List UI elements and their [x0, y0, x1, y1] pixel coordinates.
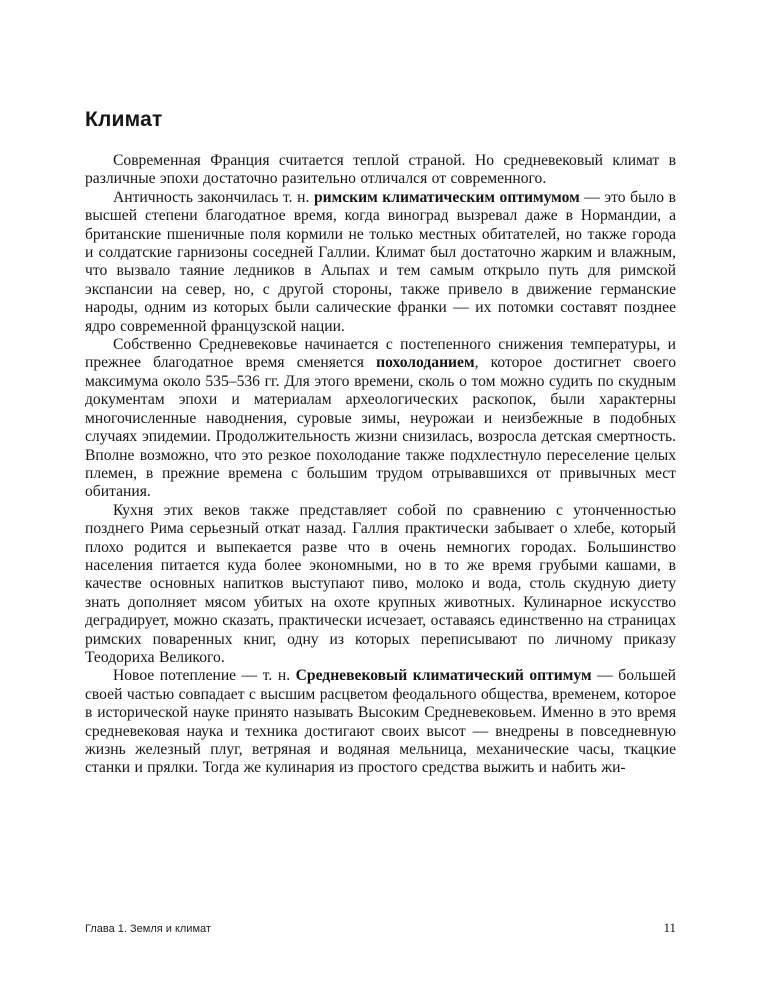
paragraph [85, 152, 676, 189]
text-run: Античность закончилась т. н. [113, 188, 314, 206]
paragraph [85, 667, 676, 777]
page-title: Климат [85, 108, 163, 131]
page-footer [85, 920, 676, 936]
text-run: Собственно Средневековье начинается с постепенного снижения температуры, и прежнее благодатное время сменяется [85, 336, 676, 372]
bold-term: Средневековый климатический оптимум [295, 667, 592, 685]
page-content [85, 108, 676, 778]
paragraph [85, 336, 676, 502]
text-run: — большей своей частью совпадает с высшим расцветом феодального общества, временем, которое в исторической науке принято называть Высоким Средневековьем. Именно в это время средневековая наука и техника достигают своих высот — внедрены в повседневную жизнь железный плуг, ветряная и водяная мельница, механические часы, ткацкие станки и прялки. Тогда же кулинария из простого средства выжить и набить жи- [85, 667, 676, 777]
paragraph [85, 502, 676, 668]
footer-chapter-label: Глава 1. Земля и климат [85, 923, 211, 935]
bold-term: похолоданием [376, 354, 475, 372]
text-run: Современная Франция считается теплой страной. Но средневековый климат в различные эпохи достаточно разительно отличался от современного. [85, 152, 676, 188]
bold-term: римским климатическим оптимумом [313, 188, 580, 206]
text-run: Кухня этих веков также представляет собой по сравнению с утонченностью позднего Рима серьезный откат назад. Галлия практически забывает о хлебе, который плохо родится и выпекается разве что в очень немногих городах. Большинство населения питается куда более экономными, но в то же время грубыми кашами, в качестве основных напитков выступают пиво, молоко и вода, столь скудную диету знать дополняет мясом убитых на охоте крупных животных. Кулинарное искусство деградирует, можно сказать, практически исчезает, оставаясь единственно на страницах римских поваренных книг, одну из которых переписывают по личному приказу Теодориха Великого. [85, 501, 676, 666]
footer-page-number: 11 [663, 920, 676, 935]
text-run: , которое достигнет своего максимума около 535–536 гг. Для этого времени, сколь о том можно судить по скудным документам эпохи и материалам археологических раскопок, были характерны многочисленные наводнения, суровые зимы, неурожаи и неизбежные в подобных случаях эпидемии. Продолжительность жизни снизилась, возросла детская смертность. Вполне возможно, что это резкое похолодание также подхлестнуло переселение целых племен, в прежние времена с большим трудом отрывавшихся от привычных мест обитания. [85, 354, 676, 501]
text-run: Новое потепление — т. н. [113, 667, 296, 685]
paragraph [85, 189, 676, 336]
text-run: — это было в высшей степени благодатное время, когда виноград вызревал даже в Нормандии, а британские пшеничные поля кормили не только местных обитателей, но также города и солдатские гарнизоны соседней Галлии. Климат был достаточно жарким и влажным, что вызвало таяние ледников в Альпах и тем самым открыло путь для римской экспансии на север, но, с другой стороны, также привело в движение германские народы, одним из которых были салические франки — их потомки составят позднее ядро современной французской нации. [85, 188, 676, 335]
